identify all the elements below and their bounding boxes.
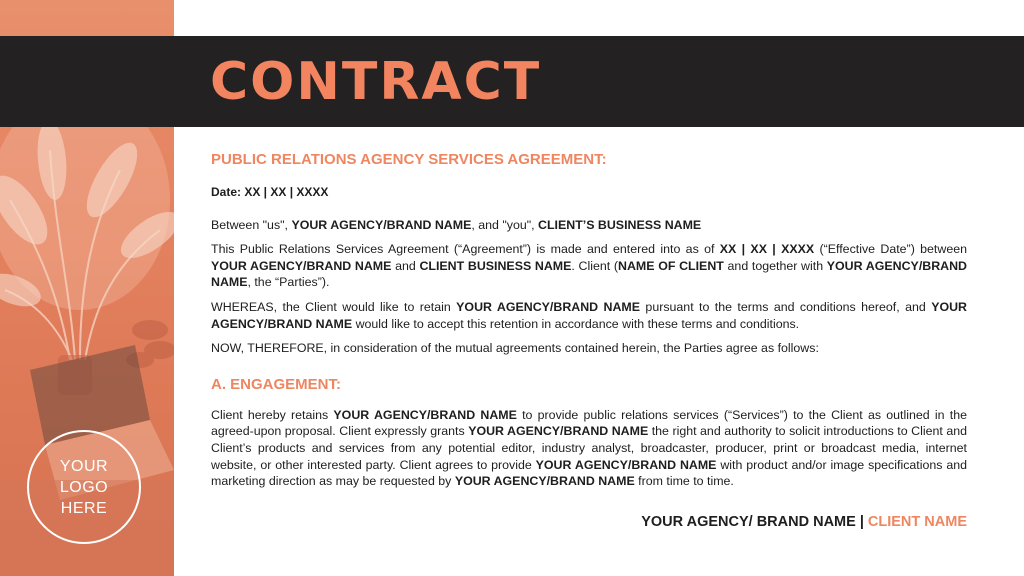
- text-run: with product and/or image specifications and marketing direction as may be requested by: [211, 457, 968, 489]
- therefore-paragraph: NOW, THEREFORE, in consideration of the mutual agreements contained herein, the Parties agree as follows:: [211, 341, 819, 356]
- text-run: , the “Parties”).: [247, 275, 330, 290]
- text-run: to provide public relations services (“Services”) to the Client as outlined in the agreed-upon proposal. Client expressly grants: [211, 407, 967, 439]
- logo-text-line: LOGO: [59, 478, 109, 496]
- agency-name: YOUR AGENCY/BRAND NAME: [333, 407, 517, 422]
- client-business-name: CLIENT BUSINESS NAME: [419, 258, 572, 273]
- agency-name: YOUR AGENCY/BRAND NAME: [211, 258, 968, 290]
- text-run: , and "you",: [471, 217, 539, 232]
- date-line: Date: XX | XX | XXXX: [211, 185, 329, 199]
- agency-name: YOUR AGENCY/BRAND NAME: [211, 258, 392, 273]
- text-run: from time to time.: [634, 474, 734, 489]
- agreement-heading: PUBLIC RELATIONS AGENCY SERVICES AGREEMENT:: [211, 151, 607, 168]
- text-run: and: [391, 258, 420, 273]
- text-run: Between "us",: [211, 217, 292, 232]
- text-run: (“Effective Date”) between: [814, 242, 967, 257]
- agency-name: YOUR AGENCY/BRAND NAME: [454, 474, 635, 489]
- agency-name: YOUR AGENCY/BRAND NAME: [291, 217, 472, 232]
- effective-date: XX | XX | XXXX: [719, 242, 815, 257]
- agency-name: YOUR AGENCY/BRAND NAME: [468, 424, 649, 439]
- logo-text-line: YOUR: [59, 457, 109, 475]
- text-run: pursuant to the terms and conditions hereof, and: [640, 299, 932, 314]
- text-run: would like to accept this retention in accordance with these terms and conditions.: [352, 316, 800, 331]
- agreement-paragraph: [211, 241, 967, 291]
- text-run: the right and authority to solicit introductions to Client and Client’s products and services from any potential editor, industry analyst, broadcaster, producer, print or broadcast media, internet website, or other interested party. Client agrees to provide: [211, 424, 967, 472]
- agency-name: YOUR AGENCY/BRAND NAME: [535, 457, 717, 472]
- agency-name: YOUR AGENCY/BRAND NAME: [211, 299, 967, 331]
- footer-agency-name: YOUR AGENCY/ BRAND NAME |: [641, 514, 868, 530]
- footer-client-name: CLIENT NAME: [867, 514, 967, 530]
- contract-body: [211, 150, 967, 498]
- text-run: This Public Relations Services Agreement (“Agreement”) is made and entered into as of: [211, 242, 720, 257]
- between-paragraph: [211, 217, 967, 234]
- engagement-heading: A. ENGAGEMENT:: [211, 375, 342, 393]
- agency-name: YOUR AGENCY/BRAND NAME: [456, 299, 641, 314]
- client-business-name: CLIENT’S BUSINESS NAME: [538, 217, 702, 232]
- text-run: and together with: [723, 258, 827, 273]
- footer-signature: [641, 514, 967, 530]
- text-run: Client hereby retains: [211, 407, 334, 422]
- text-run: WHEREAS, the Client would like to retain: [211, 299, 457, 314]
- engagement-paragraph: [211, 407, 967, 490]
- text-run: . Client (: [571, 258, 619, 273]
- whereas-paragraph: [211, 299, 967, 332]
- client-name: NAME OF CLIENT: [618, 258, 724, 273]
- page-title: CONTRACT: [210, 52, 542, 112]
- logo-text-line: HERE: [60, 499, 108, 517]
- logo-placeholder: [27, 430, 141, 544]
